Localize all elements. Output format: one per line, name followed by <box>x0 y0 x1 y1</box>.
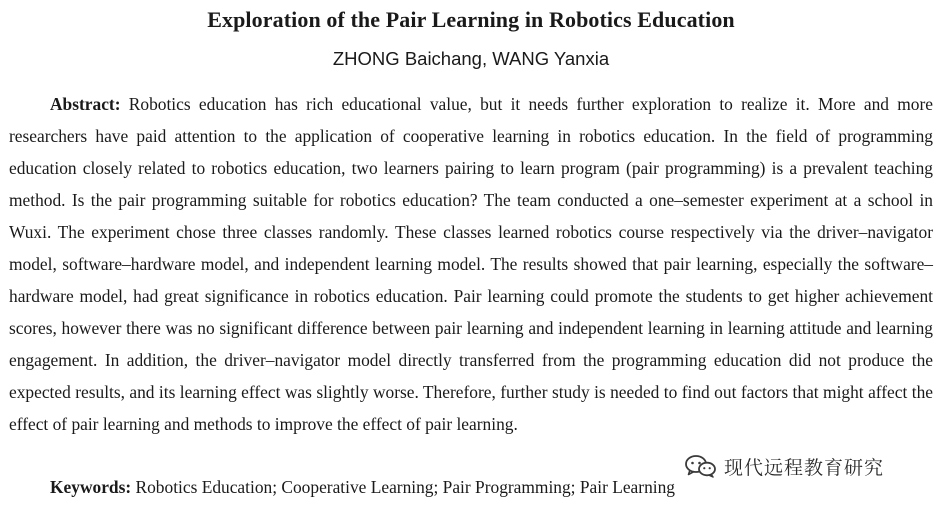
keywords-text: Robotics Education; Cooperative Learning; Pair Programming; Pair Learning <box>135 477 675 497</box>
watermark-text: 现代远程教育研究 <box>724 456 885 479</box>
watermark <box>680 452 888 480</box>
keywords-label: Keywords: <box>50 477 132 497</box>
abstract-text: Robotics education has rich educational value, but it needs further exploration to realize it. More and more researchers have paid attention to the application of cooperative learning in robotics education. In the field of programming education closely related to robotics education, two learners pairing to learn program (pair programming) is a prevalent teaching method. Is the pair programming suitable for robotics education? The team conducted a one–semester experiment at a school in Wuxi. The experiment chose three classes randomly. These classes learned robotics course respectively via the driver–navigator model, software–hardware model, and independent learning model. The results showed that pair learning, especially the software–hardware model, had great significance in robotics education. Pair learning could promote the students to get higher achievement scores, however there was no significant difference between pair learning and independent learning in learning attitude and learning engagement. In addition, the driver–navigator model directly transferred from the programming education did not produce the expected results, and its learning effect was slightly worse. Therefore, further study is needed to find out factors that might affect the effect of pair learning and methods to improve the effect of pair learning. <box>9 94 933 434</box>
abstract-label: Abstract: <box>50 94 121 114</box>
paper-title: Exploration of the Pair Learning in Robotics Education <box>207 7 735 32</box>
wechat-icon <box>684 454 718 478</box>
paper-authors: ZHONG Baichang, WANG Yanxia <box>332 48 610 69</box>
abstract-paragraph <box>9 88 933 440</box>
